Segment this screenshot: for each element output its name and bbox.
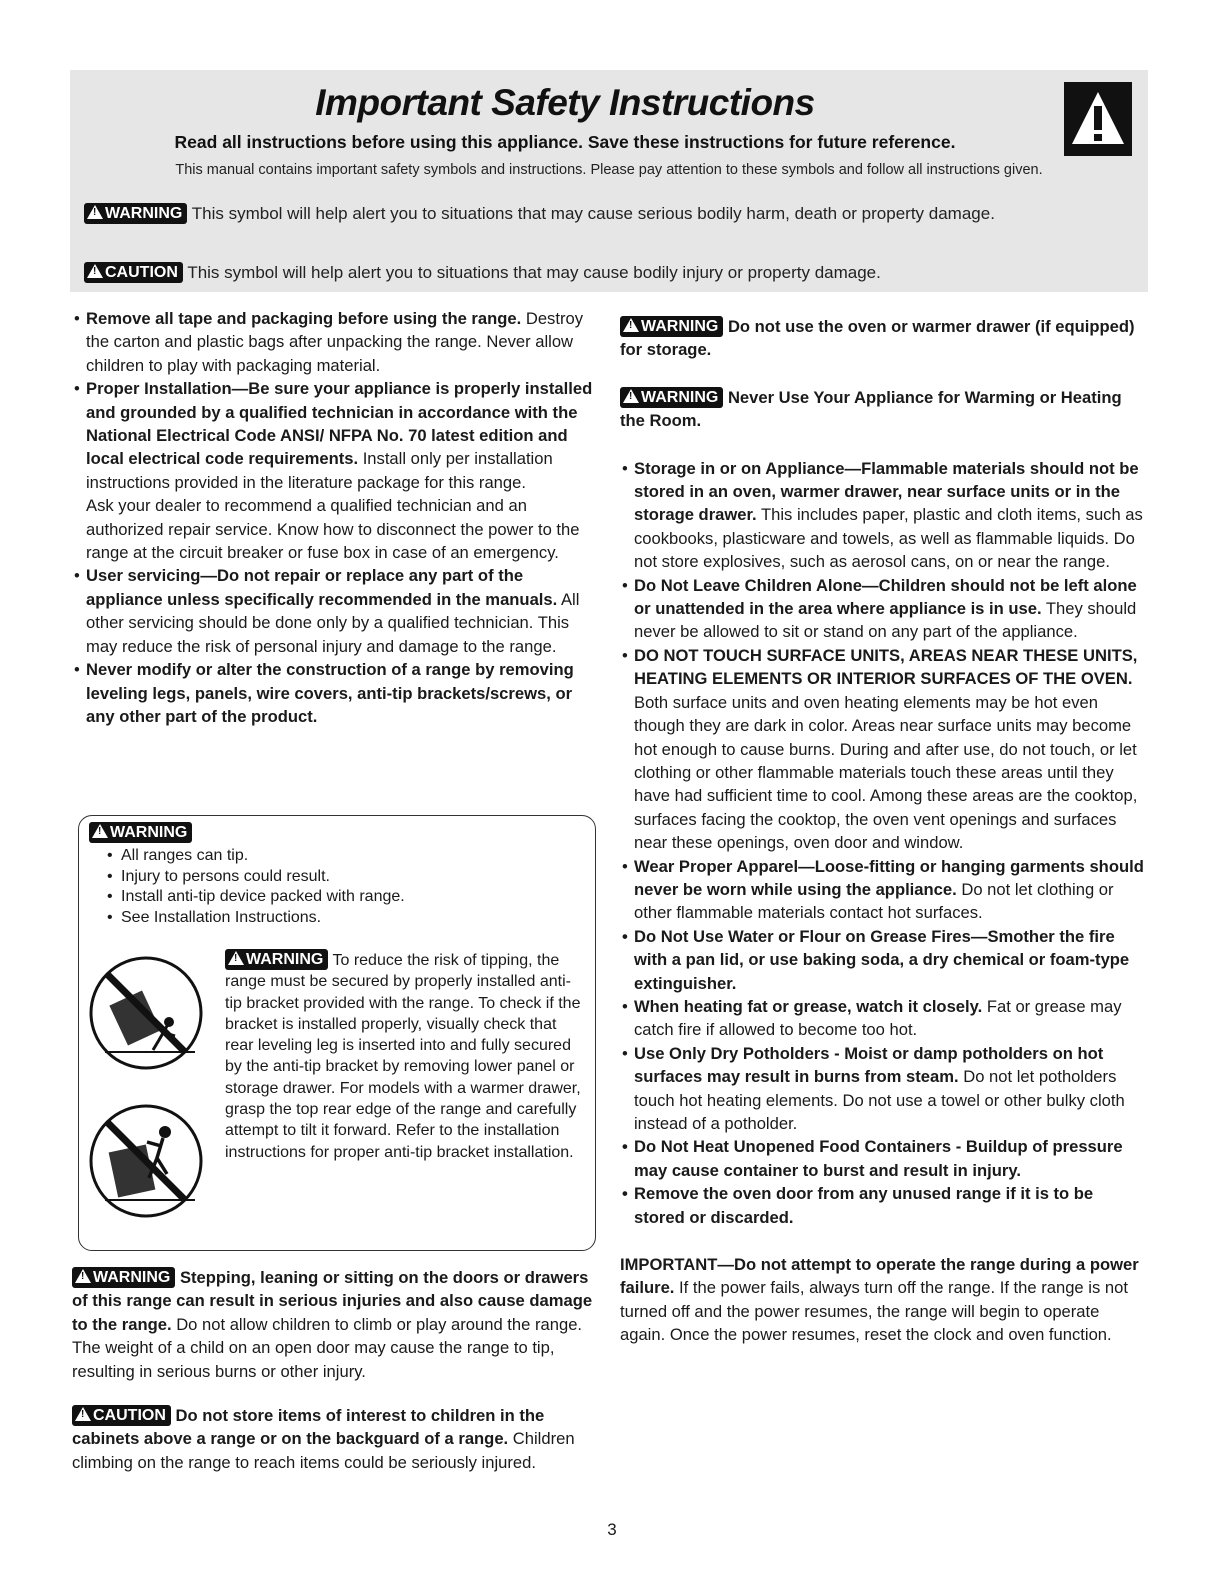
alert-triangle-icon — [623, 318, 639, 332]
warning-list — [107, 846, 405, 928]
right-column — [620, 315, 1144, 1347]
alert-triangle-icon — [92, 824, 108, 838]
anti-tip-text: !WARNING To reduce the risk of tipping, the range must be secured by properly installed anti-tip bracket provided with the range. To check if the bracket is installed properly, visually check that rear leveling leg is inserted into and fully secured by the anti-tip bracket by removing lower panel or storage drawer. For models with a warmer drawer, grasp the top rear edge of the range and carefully attempt to tilt it forward. Refer to the installation instructions for proper anti-tip bracket installation. — [225, 949, 587, 1163]
alert-triangle-icon — [1064, 82, 1132, 156]
list-item: • All ranges can tip. — [107, 846, 405, 867]
anti-tip-warning-box — [78, 815, 596, 1251]
caution-badge: !CAUTION — [72, 1405, 171, 1426]
oven-storage-warning: !WARNING Do not use the oven or warmer drawer (if equipped) for storage. — [620, 315, 1144, 362]
list-item: • Remove all tape and packaging before using the range. Destroy the carton and plastic bags after unpacking the range. Never allow children to play with packaging material. — [72, 307, 596, 377]
warning-badge: !WARNING — [89, 822, 192, 843]
list-item: • Wear Proper Apparel—Loose-fitting or hanging garments should never be worn while using the appliance. Do not let clothing or other flammable materials contact hot surfaces. — [620, 855, 1144, 925]
climbing-child-icon — [87, 1102, 205, 1220]
page-number: 3 — [607, 1520, 617, 1539]
safety-alert-icon — [1064, 82, 1132, 156]
page-title: Important Safety Instructions — [315, 82, 815, 123]
list-item: • See Installation Instructions. — [107, 908, 405, 929]
warning-badge: !WARNING — [225, 949, 328, 970]
warning-badge: !WARNING — [84, 203, 187, 224]
warning-symbol-text: This symbol will help alert you to situations that may cause serious bodily harm, death or property damage. — [191, 204, 995, 223]
list-item: • Do Not Use Water or Flour on Grease Fires—Smother the fire with a pan lid, or use baking soda, a dry chemical or foam-type extinguisher. — [620, 925, 1144, 995]
list-item: • Remove the oven door from any unused range if it is to be stored or discarded. — [620, 1182, 1144, 1229]
storage-caution: !CAUTION Do not store items of interest to children in the cabinets above a range or on the backguard of a range. Children climbing on the range to reach items could be seriously injured. — [72, 1404, 596, 1474]
list-item: • Do Not Leave Children Alone—Children should not be left alone or unattended in the area where appliance is in use. They should never be allowed to sit or stand on any part of the appliance. — [620, 574, 1144, 644]
alert-triangle-icon — [623, 389, 639, 403]
left-column-bottom — [72, 1266, 596, 1474]
warning-symbol-row — [84, 203, 995, 224]
list-item: • Storage in or on Appliance—Flammable materials should not be stored in an oven, warmer drawer, near surface units or in the storage drawer. This includes paper, plastic and cloth items, such as cookbooks, plasticware and towels, as well as flammable liquids. Do not store explosives, such as aerosol cans, on or near the range. — [620, 457, 1144, 574]
room-heating-warning: !WARNING Never Use Your Appliance for Warming or Heating the Room. — [620, 386, 1144, 433]
paragraph: Ask your dealer to recommend a qualified technician and an authorized repair service. Know how to disconnect the power to the range at the circuit breaker or fuse box in case of an emergency. — [86, 496, 580, 563]
header-subtitle: Read all instructions before using this appliance. Save these instructions for future reference. — [174, 132, 956, 152]
alert-triangle-icon — [75, 1269, 91, 1283]
list-item: • Use Only Dry Potholders - Moist or damp potholders on hot surfaces may result in burns from steam. Do not let potholders touch hot heating elements. Do not use a towel or other bulky cloth instead of a potholder. — [620, 1042, 1144, 1136]
list-item: • Proper Installation—Be sure your appliance is properly installed and grounded by a qualified technician in accordance with the National Electrical Code ANSI/ NFPA No. 70 latest edition and local electrical code requirements. Install only per installation instructions provided in the literature package for this range. — [72, 377, 596, 494]
warning-badge: !WARNING — [620, 387, 723, 408]
warning-badge: !WARNING — [620, 316, 723, 337]
alert-triangle-icon — [87, 205, 103, 219]
caution-symbol-text: This symbol will help alert you to situations that may cause bodily injury or property damage. — [187, 263, 881, 282]
alert-triangle-icon — [228, 951, 244, 965]
list-item: • Do Not Heat Unopened Food Containers - Buildup of pressure may cause container to burst and result in injury. — [620, 1135, 1144, 1182]
stepping-warning: !WARNING Stepping, leaning or sitting on the doors or drawers of this range can result in serious injuries and also cause damage to the range. Do not allow children to climb or play around the range. The weight of a child on an open door may cause the range to tip, resulting in serious burns or other injury. — [72, 1266, 596, 1383]
list-item: • DO NOT TOUCH SURFACE UNITS, AREAS NEAR THESE UNITS, HEATING ELEMENTS OR INTERIOR SURFACES OF THE OVEN. Both surface units and oven heating elements may be hot even though they are dark in color. Areas near surface units may become hot enough to cause burns. During and after use, do not touch, or let clothing or other flammable materials touch these areas until they have had sufficient time to cool. Among these areas are the cooktop, surfaces facing the cooktop, the oven vent openings and surfaces near these openings, oven door and window. — [620, 644, 1144, 855]
power-failure-note: IMPORTANT—Do not attempt to operate the range during a power failure. If the power fails, always turn off the range. If the range is not turned off and the power resumes, the range will begin to operate again. Once the power resumes, reset the clock and oven function. — [620, 1255, 1139, 1345]
list-item: • When heating fat or grease, watch it closely. Fat or grease may catch fire if allowed to become too hot. — [620, 995, 1144, 1042]
list-item: • Never modify or alter the construction of a range by removing leveling legs, panels, wire covers, anti-tip brackets/screws, or any other part of the product. — [72, 658, 596, 728]
safety-header — [70, 70, 1148, 292]
tipping-range-icon — [87, 954, 205, 1072]
left-column — [72, 307, 596, 728]
alert-triangle-icon — [87, 264, 103, 278]
caution-badge: !CAUTION — [84, 262, 183, 283]
list-item: • Install anti-tip device packed with range. — [107, 887, 405, 908]
warning-badge: !WARNING — [72, 1267, 175, 1288]
caution-symbol-row — [84, 262, 881, 283]
list-item: • Injury to persons could result. — [107, 867, 405, 888]
header-note: This manual contains important safety symbols and instructions. Please pay attention to these symbols and follow all instructions given. — [175, 162, 1043, 178]
alert-triangle-icon — [75, 1407, 91, 1421]
list-item: • User servicing—Do not repair or replace any part of the appliance unless specifically recommended in the manuals. All other servicing should be done only by a qualified technician. This may reduce the risk of personal injury and damage to the range. — [72, 564, 596, 658]
